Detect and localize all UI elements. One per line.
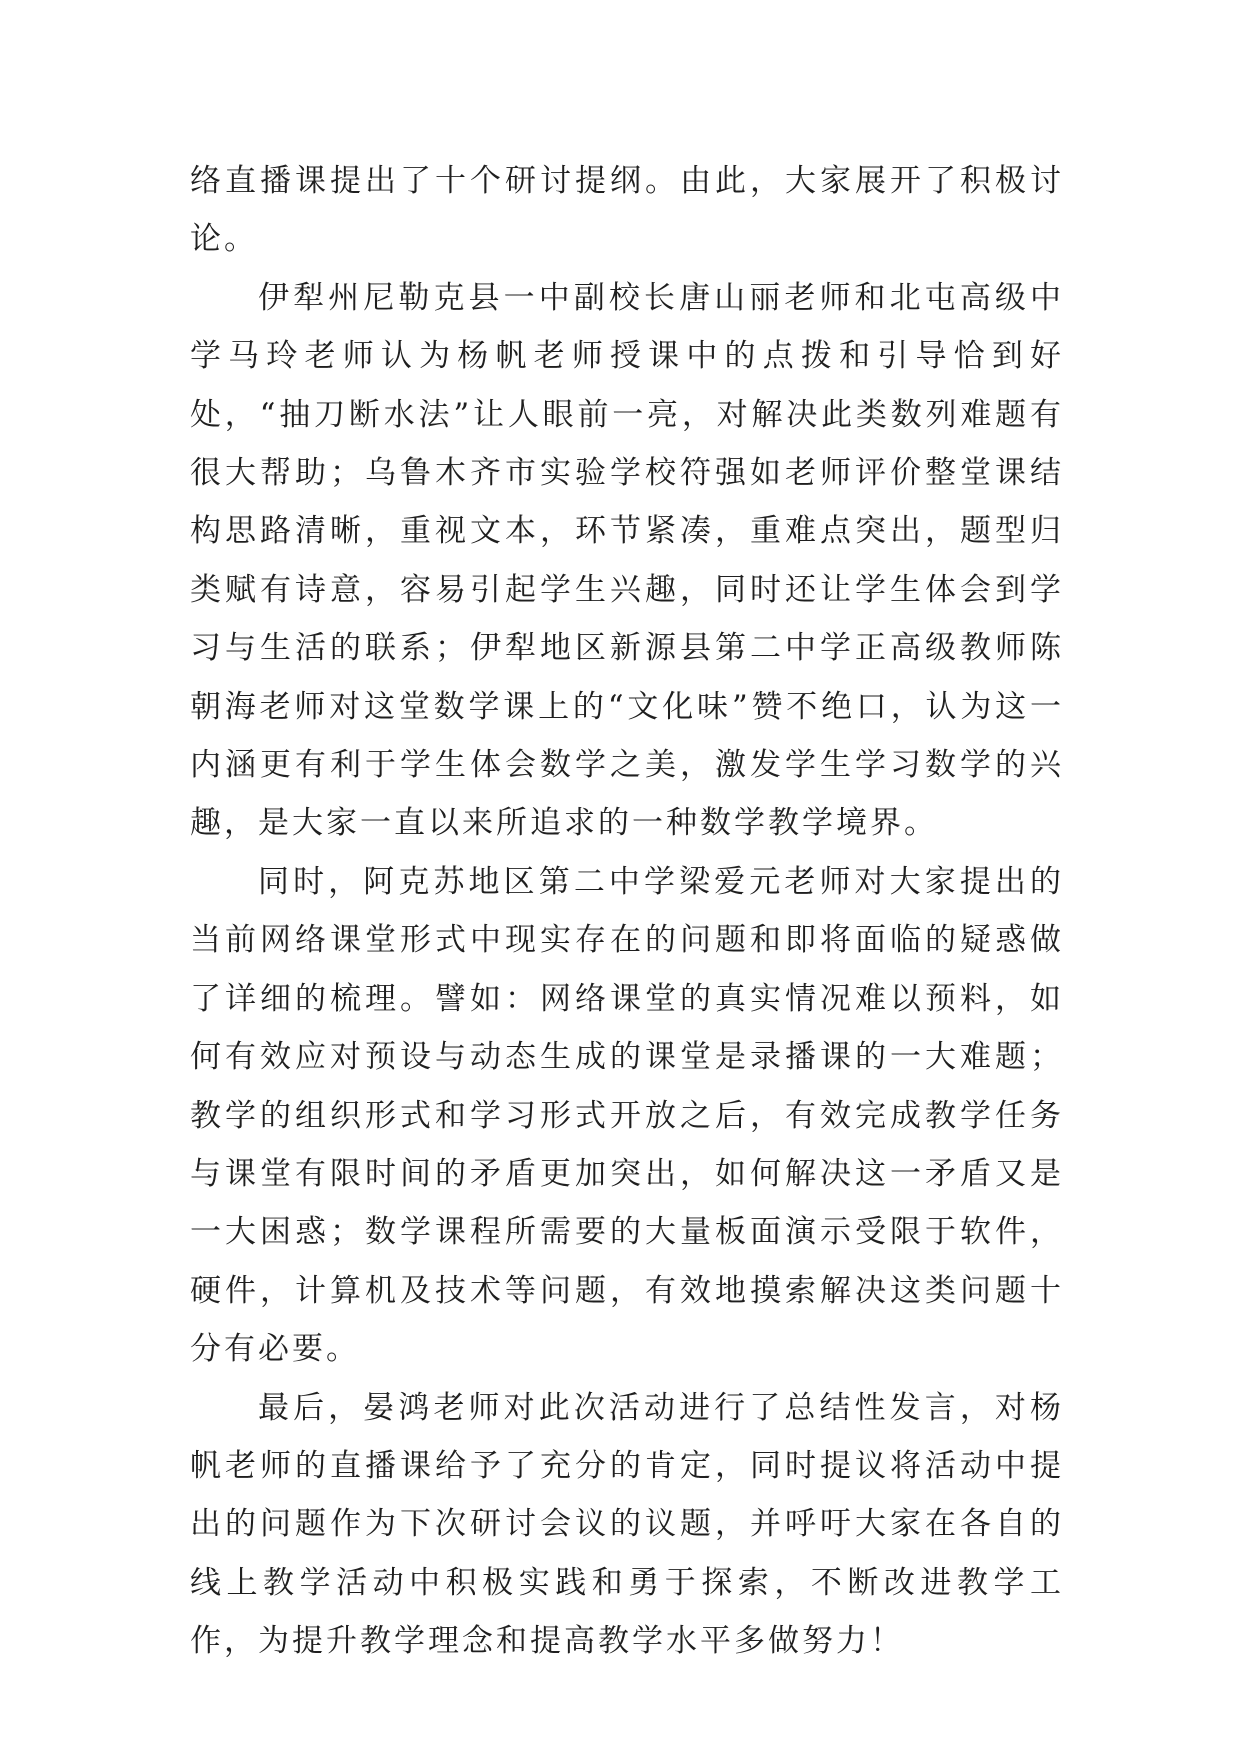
paragraph-summary: 最后，晏鸿老师对此次活动进行了总结性发言，对杨帆老师的直播课给予了充分的肯定，同时提议将活动中提出的问题作为下次研讨会议的议题，并呼吁大家在各自的线上教学活动中积极实践和勇于探索，不断改进教学工作，为提升教学理念和提高教学水平多做努力！ (190, 1389, 1064, 1660)
paragraph-continued: 络直播课提出了十个研讨提纲。由此，大家展开了积极讨论。 (190, 163, 1064, 258)
document-body (190, 152, 1064, 1671)
paragraph-online-class-issues: 同时，阿克苏地区第二中学梁爱元老师对大家提出的当前网络课堂形式中现实存在的问题和即将面临的疑惑做了详细的梳理。譬如：网络课堂的真实情况难以预料，如何有效应对预设与动态生成的课堂是录播课的一大难题；教学的组织形式和学习形式开放之后，有效完成教学任务与课堂有限时间的矛盾更加突出，如何解决这一矛盾又是一大困惑；数学课程所需要的大量板面演示受限于软件，硬件，计算机及技术等问题，有效地摸索解决这类问题十分有必要。 (190, 863, 1064, 1368)
paragraph-teacher-comments: 伊犁州尼勒克县一中副校长唐山丽老师和北屯高级中学马玲老师认为杨帆老师授课中的点拨和引导恰到好处，“抽刀断水法”让人眼前一亮，对解决此类数列难题有很大帮助；乌鲁木齐市实验学校符强如老师评价整堂课结构思路清晰，重视文本，环节紧凑，重难点突出，题型归类赋有诗意，容易引起学生兴趣，同时还让学生体会到学习与生活的联系；伊犁地区新源县第二中学正高级教师陈朝海老师对这堂数学课上的“文化味”赞不绝口，认为这一内涵更有利于学生体会数学之美，激发学生学习数学的兴趣，是大家一直以来所追求的一种数学教学境界。 (190, 279, 1064, 842)
